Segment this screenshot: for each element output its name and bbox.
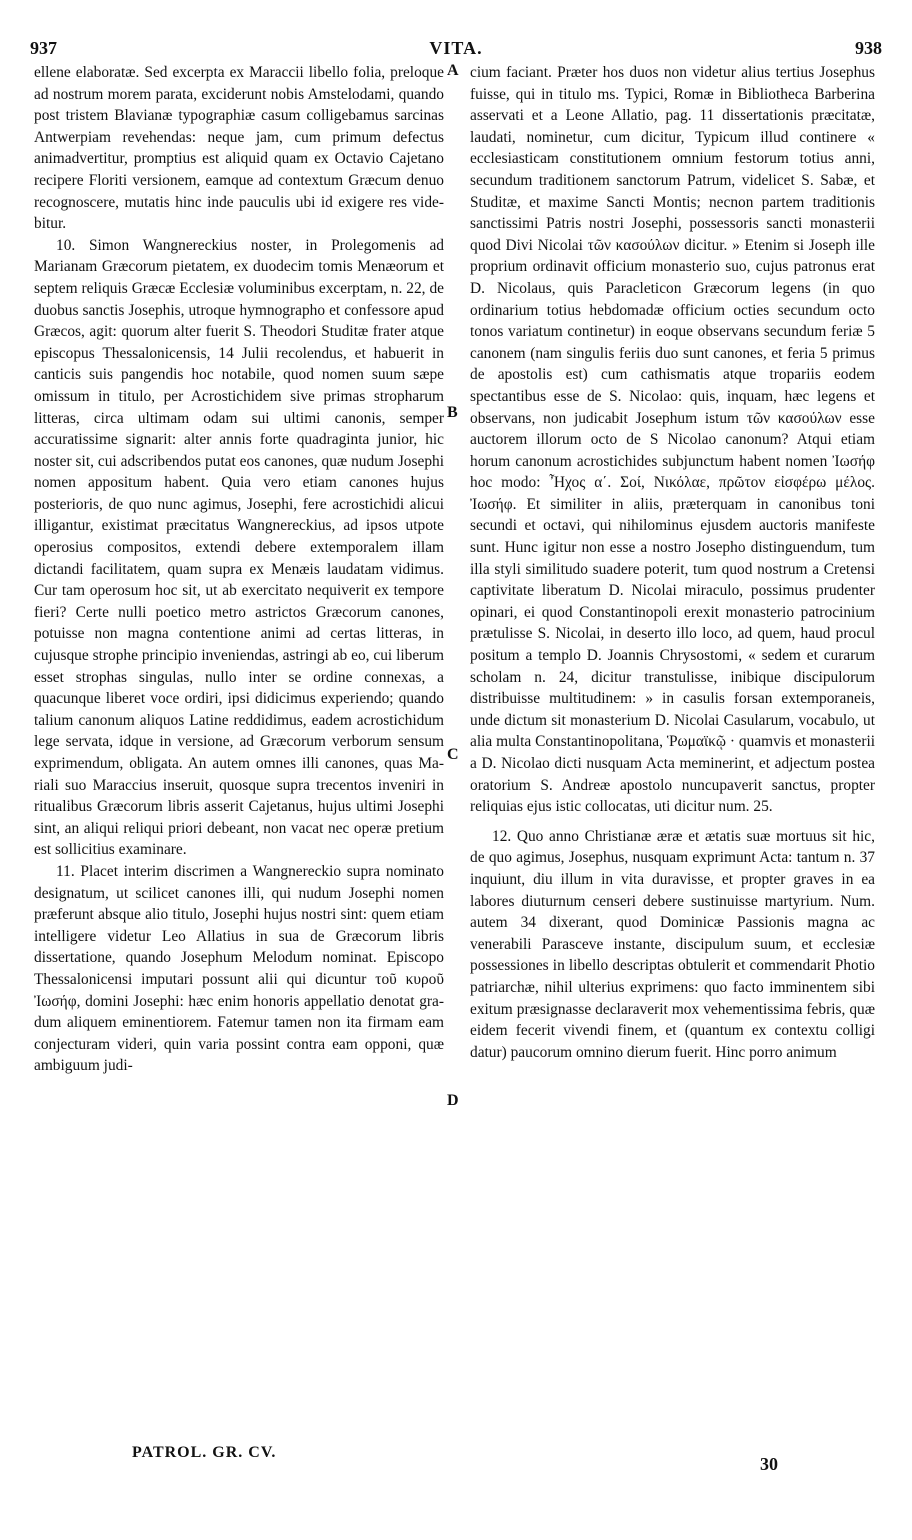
column-marker-d: D (447, 1092, 459, 1109)
running-header (30, 38, 882, 62)
left-paragraph-intro: ellene elaboratæ. Sed excerpta ex Maraccii libello folia, preloque ad nostrum morem parata, exciderunt nobis Amstelodami, quando post tristem Blavianæ typographiæ casum colligebamus sarcinas Antwerpiam revehendas: neque jam, cum primum defectus animadvertitur, promptius est aliquid quam ex Octavio Cajetano recipere Floriti versionem, eamque ad contextum Græcum denuo recognoscere, mutatis hinc inde pauculis ubi id exigere res videbitur. (34, 64, 444, 233)
running-title: VITA. (429, 38, 483, 58)
left-paragraph-10: 10. Simon Wangnereckius noster, in Prolegomenis ad Marianam Græcorum pietatem, ex duodecim tomis Menæorum et septem reliquis Græcæ Ecclesiæ voluminibus excerptam, n. 22, de duobus sanctis Josephis, utroque hymnographo et confessore apud Græcos, agit: quorum alter fuerit S. Theodori Studitæ frater atque episcopus Thessalonicensis, 14 Julii recolendus, et habuerit in canticis suis pangendis hoc notabile, quod nomen suum sæpe omissum in titulo, per Acrostichidem sive primas stropharum litteras, circa ultimam odam sui ultimi canonis, semper accuratissime signarit: alter annis forte quadraginta junior, hic noster sit, cui adscribendos putat eos canones, quæ nudum Josephi nomen appositum habent. Quia vero etiam canones hujus posterioris, de quo nunc agimus, Josephi, fere acrostichidi alicui illigantur, existimat præcitatus Wangnereckius, ad ipsos utpote operosius compositos, extendi debere extemporalem illam dictandi facilitatem, quam supra ex Menæis laudatam vidimus. Cur tam operosum hoc sit, ut ab exercitato nequiverit ex tempore fieri? Certe nulli poetico metro astrictos Græcorum canones, potuisse non magna contentione animi ad certas litteras, in cujusque strophe principio inveniendas, astringi ab eo, cui liberum esset strophas singulas, nullo inter se ordine connexas, a quacunque liberet voce ordiri, ipsi didicimus experiendo; quando talium canonum aliquos Latine reddidimus, eadem acrostichidum lege servata, idque in versione, ad Græcorum verborum sensum exprimendum, obligata. An autem omnes illi canones, quas Mariali suo Maraccius inseruit, quosque supra trecentos inveniri in ritualibus Græcorum libris asserit Cajetanus, hujus ultimi Josephi sint, an aliqui reliqui priori debeant, non vacat nec operæ pretium est sollicitius examinare. (34, 236, 444, 859)
right-page-number: 938 (855, 38, 882, 58)
left-page-number: 937 (30, 38, 57, 58)
right-paragraph-12: 12. Quo anno Christianæ æræ et ætatis suæ mortuus sit hic, de quo agimus, Josephus, nusquam exprimunt Acta: tantum n. 37 inquiunt, diu illum in vita duravisse, et propter graves in ea labores diuturnum censeri debere sustinuisse martyrium. Num. autem 34 dixerant, quod Dominicæ Passionis magna ac venerabili Parasceve instante, discipulum suum, et ecclesiæ possessiones in libello descriptas obtulerit et commendarit Photio patriarchæ, nihil ulterius exprimens: quo facto imminentem sibi exitum præsignasse declaraverit mox vehementissima febris, quæ eidem fecerit vivendi finem, et (quantum ex contextu colligi datur) paucorum omnino dierum fuerit. Hinc porro animum (470, 827, 875, 1061)
column-marker-a: A (447, 62, 459, 79)
column-marker-c: C (447, 746, 459, 763)
column-marker-b: B (447, 404, 458, 421)
sheet-number: 30 (760, 1454, 778, 1474)
left-paragraph-11: 11. Placet interim discrimen a Wangnereckio supra nominato designatum, ut scilicet canones illi, qui nudum Josephi nomen præferunt absque alio titulo, Josephi hujus nostri sint: quem etiam intelligere videtur Leo Allatius in sua de Græcorum libris dissertatione, quando Josephum Melodum nominat. Episcopo Thessalonicensi imputari possunt alii qui dicuntur τοῦ κυροῦ Ἰωσήφ, domini Josephi: hæc enim honoris appellatio denotat gradum aliquem eminentiorem. Fatemur tamen non ita firmam eam conjecturam videri, quin varia possint contra eam opponi, quæ ambiguum judi- (34, 862, 444, 1075)
signature-mark: PATROL. GR. CV. (132, 1444, 277, 1461)
left-column (34, 62, 444, 1077)
right-column (470, 62, 875, 1063)
right-paragraph-continued: cium faciant. Præter hos duos non videtur alius tertius Josephus fuisse, qui in titulo ms. Typici, Romæ in Bibliotheca Barberina asservati et a Leone Allatio, pag. 11 dissertationis præcitatæ, laudati, nominetur, cum dicitur, Typicum illud continere « ecclesiasticam constitutionem omnium festorum totius anni, secundum traditionem sanctorum Patrum, videlicet S. Sabæ, et Studitæ, et maxime Sancti Montis; necnon partem traditionis sanctissimi Patris nostri Josephi, possessoris sancti monasterii quod Divi Nicolai τῶν κασούλων dicitur. » Etenim si Joseph ille proprium ordinavit officium monasterio suo, cujus patronus erat D. Nicolaus, quis Paracleticon Græcorum legens (in quo ordinarium totius hebdomadæ officium octies secundum octo tonos variatum continetur) in eoque observans secundum feriæ 5 canonem (nam singulis feriis duo sunt canones, et feria 5 primus de apostolis est) cum cathismatis atque tropariis eodem spectantibus esse de S. Nicolao: quis, inquam, hæc legens et observans, non judicabit Josephum istum τῶν κασούλων esse auctorem illorum octo de S Nicolao canonum? Atqui etiam horum canonum acrostichides subjunctum habent nomen Ἰωσήφ hoc modo: Ἦχος α΄. Σοί, Νικόλαε, πρῶτον εἰσφέρω μέλος. Ἰωσήφ. Et similiter in aliis, præterquam in canonibus toni secundi et octavi, qui nihilominus ejusdem auctoris manifeste sunt. Hunc igitur non esse a nostro Josepho distinguendum, tum illa styli similitudo suadere poterit, tum quod nostrum a Cretensi captivitate liberatum D. Nicolai miraculo, possimus prudenter opinari, ei quod Constantinopoli erexit monasterio patrocinium prætulisse S. Nicolai, in deserto illo loco, ad quem, haud procul positum a templo D. Joannis Chrysostomi, « sedem et curarum scholam n. 24, dicitur transtulisse, inibique discipulorum distribuisse multitudinem: » in casulis forsan extemporaneis, unde dictum sit monasterium D. Nicolai Casularum, vocabulo, ut alia multa Constantinopolitana, Ῥωμαϊκῷ · quamvis et monasterii a D. Nicolao dicti nusquam Acta meminerint, et adjectum postea oratorium S. Andreæ apostolo nuncupaverit sanctus, propter reliquias ejus istic collocatas, uti dicitur num. 25. (470, 64, 875, 816)
